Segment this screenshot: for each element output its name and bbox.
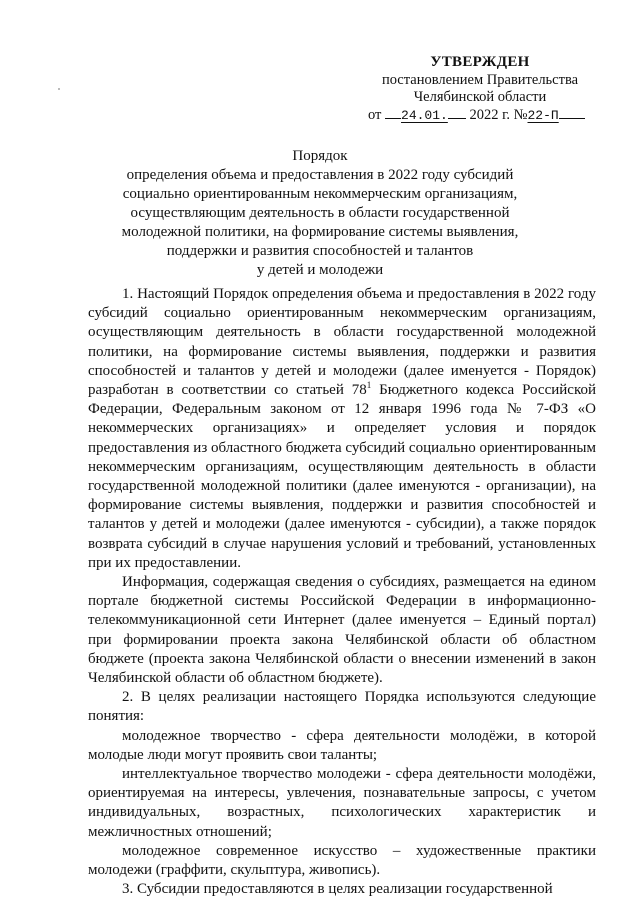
title-line-4: осуществляющим деятельность в области государственной — [130, 205, 510, 221]
number-value: 22-П — [527, 107, 559, 123]
paragraph-1-part-a: 1. Настоящий Порядок определения объема и предоставления в 2022 году субсидий социально ориентированным некоммерческим организациям, осуществляющим деятельность в области государственной молодежной политики, на формирование системы выявления, поддержки и развития способностей и талантов у детей и молодежи (далее именуется - Порядок) разработан в соответствии со статьей 78 — [88, 286, 596, 399]
date-value: 24.01. — [401, 107, 448, 123]
title-line-2: определения объема и предоставления в 2022 году субсидий — [126, 167, 514, 183]
paragraph-3: 2. В целях реализации настоящего Порядка используются следующие понятия: — [88, 689, 596, 725]
number-blank-tail — [559, 107, 585, 119]
paragraph-4: молодежное творчество - сфера деятельности молодёжи, в которой молодые люди могут проявить свои таланты; — [88, 727, 596, 763]
article-superscript: 1 — [366, 380, 372, 391]
scan-speck — [58, 88, 60, 90]
paragraph-6: молодежное современное искусство – художественные практики молодежи (граффити, скульптура, живопись). — [88, 842, 596, 879]
title-line-5: молодежной политики, на формирование системы выявления, — [121, 224, 519, 240]
title-line-6: поддержки и развития способностей и талантов — [166, 243, 474, 259]
date-prefix: от — [368, 106, 382, 123]
paragraph-5: интеллектуальное творчество молодежи - сфера деятельности молодёжи, ориентируемая на интересы, увлечения, познавательные запросы, с учетом индивидуальных, возрастных, психологических характеристик и межличностных отношений; — [88, 766, 596, 840]
year-text: 2022 г. № — [469, 106, 528, 123]
paragraph-7: 3. Субсидии предоставляются в целях реализации государственной — [122, 881, 553, 898]
date-blank — [385, 107, 401, 119]
paragraph-1-part-b: Бюджетного кодекса Российской Федерации, Федеральным законом от 12 января 1996 года № 7-ФЗ «О некоммерческих организациях» и определяет условия и порядок предоставления из областного бюджета субсидий социально ориентированным некоммерческим организациям, осуществляющим деятельность в области государственной молодежной политики (далее именуются - организации), на формирование системы выявления, поддержки и развития способностей и талантов у детей и молодежи (далее именуются - субсидии), а также порядок возврата субсидий в случае нарушения условий и требований, установленных при их предоставлении. — [88, 382, 597, 571]
approval-line-1: постановлением Правительства — [381, 71, 579, 88]
paragraph-1 — [88, 285, 596, 573]
document-title — [90, 147, 550, 280]
approval-line-2: Челябинской области — [413, 89, 547, 105]
title-line-3: социально ориентированным некоммерческим организациям, — [122, 186, 518, 202]
date-blank-tail — [448, 107, 466, 119]
approval-title: УТВЕРЖДЕН — [430, 54, 530, 70]
title-line-1: Порядок — [292, 148, 348, 164]
approval-stamp — [362, 54, 598, 124]
paragraph-2: Информация, содержащая сведения о субсидиях, размещается на едином портале бюджетной системы Российской Федерации в информационно-телекоммуникационной сети Интернет (далее именуется – Единый портал) при формировании проекта закона Челябинской области об областном бюджете (проекта закона Челябинской области о внесении изменений в закон Челябинской области об областном бюджете). — [88, 574, 596, 687]
approval-date-line — [362, 107, 598, 125]
document-body — [88, 285, 596, 900]
title-line-7: у детей и молодежи — [256, 262, 384, 278]
